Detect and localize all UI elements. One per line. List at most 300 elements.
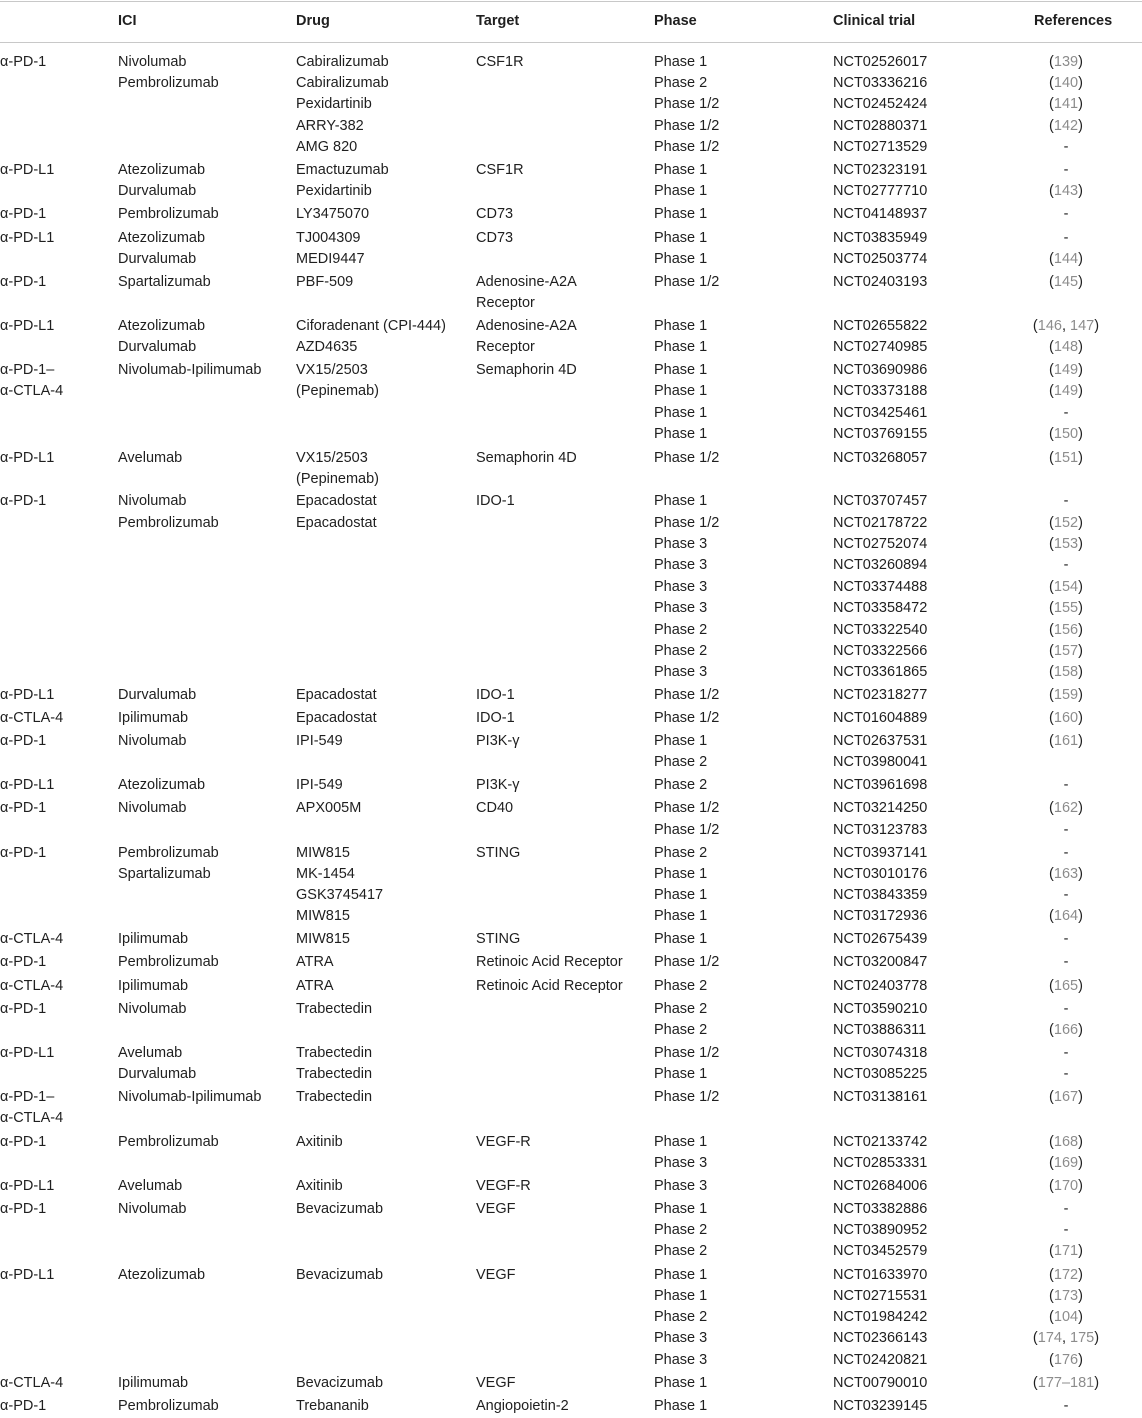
cell-clinical-trial: NCT03074318	[833, 1045, 928, 1061]
cell-references: -	[1063, 1045, 1069, 1061]
cell-target: IDO-1	[476, 687, 515, 703]
cell-references: (174, 175)	[1032, 1330, 1100, 1346]
cell-ici: Nivolumab-Ipilimumab	[118, 1089, 262, 1105]
reference-number: 169	[1053, 1155, 1079, 1171]
header-target: Target	[476, 13, 520, 29]
cell-phase: Phase 3	[654, 536, 708, 552]
cell-phase: Phase 1/2	[654, 954, 720, 970]
cell-phase: Phase 1	[654, 1398, 708, 1414]
cell-ici: Nivolumab	[118, 1001, 187, 1017]
cell-clinical-trial: NCT03890952	[833, 1222, 928, 1238]
cell-phase: Phase 1/2	[654, 515, 720, 531]
reference-number: 143	[1053, 183, 1079, 199]
cell-clinical-trial: NCT02503774	[833, 251, 928, 267]
cell-drug: MIW815	[296, 908, 350, 924]
cell-clinical-trial: NCT03590210	[833, 1001, 928, 1017]
cell-drug: Trabectedin	[296, 1001, 373, 1017]
cell-clinical-trial: NCT02178722	[833, 515, 928, 531]
cell-drug: Epacadostat	[296, 493, 377, 509]
reference-number: 165	[1053, 978, 1079, 994]
cell-phase: Phase 3	[654, 1330, 708, 1346]
cell-references: -	[1063, 822, 1069, 838]
reference-number: 155	[1053, 600, 1079, 616]
cell-drug: Cabiralizumab	[296, 54, 389, 70]
reference-number: 176	[1053, 1352, 1079, 1368]
cell-references: (144)	[1049, 251, 1083, 267]
cell-phase: Phase 1/2	[654, 800, 720, 816]
cell-ici: Pembrolizumab	[118, 954, 219, 970]
cell-drug: MIW815	[296, 931, 350, 947]
cell-ici: Durvalumab	[118, 251, 197, 267]
cell-phase: Phase 1	[654, 1201, 708, 1217]
cell-clinical-trial: NCT03769155	[833, 426, 928, 442]
cell-clinical-trial: NCT02675439	[833, 931, 928, 947]
cell-ici-class: α-PD-1	[0, 733, 47, 749]
cell-target: Angiopoietin-2	[476, 1398, 569, 1414]
cell-clinical-trial: NCT03373188	[833, 383, 928, 399]
cell-phase: Phase 1/2	[654, 1045, 720, 1061]
cell-references: (141)	[1049, 96, 1083, 112]
reference-number: 174	[1037, 1330, 1062, 1346]
cell-clinical-trial: NCT02133742	[833, 1134, 928, 1150]
cell-phase: Phase 2	[654, 1309, 708, 1325]
cell-clinical-trial: NCT01604889	[833, 710, 928, 726]
cell-references: -	[1063, 845, 1069, 861]
cell-clinical-trial: NCT02526017	[833, 54, 928, 70]
cell-phase: Phase 1/2	[654, 1089, 720, 1105]
cell-phase: Phase 1	[654, 426, 708, 442]
cell-ici-class: α-CTLA-4	[0, 978, 64, 994]
cell-drug: MEDI9447	[296, 251, 365, 267]
reference-number: 149	[1053, 383, 1079, 399]
cell-phase: Phase 3	[654, 557, 708, 573]
cell-ici: Pembrolizumab	[118, 206, 219, 222]
reference-number: 156	[1053, 622, 1079, 638]
reference-number: 104	[1053, 1309, 1079, 1325]
cell-target: CD73	[476, 206, 514, 222]
header-references: References	[1034, 13, 1113, 29]
cell-ici: Avelumab	[118, 1045, 183, 1061]
cell-ici: Ipilimumab	[118, 710, 189, 726]
cell-clinical-trial: NCT01633970	[833, 1267, 928, 1283]
cell-references: (153)	[1049, 536, 1083, 552]
reference-number: 144	[1053, 251, 1079, 267]
cell-clinical-trial: NCT03452579	[833, 1243, 928, 1259]
cell-drug: AMG 820	[296, 139, 358, 155]
cell-drug: IPI-549	[296, 733, 343, 749]
cell-ici-class: α-PD-L1	[0, 1045, 55, 1061]
cell-references: (169)	[1049, 1155, 1083, 1171]
reference-number: 170	[1053, 1178, 1079, 1194]
cell-references: (139)	[1049, 54, 1083, 70]
cell-clinical-trial: NCT03707457	[833, 493, 928, 509]
cell-ici: Atezolizumab	[118, 162, 206, 178]
cell-phase: Phase 3	[654, 579, 708, 595]
cell-clinical-trial: NCT03843359	[833, 887, 928, 903]
cell-references: (157)	[1049, 643, 1083, 659]
cell-phase: Phase 2	[654, 622, 708, 638]
cell-ici-class: α-CTLA-4	[0, 1110, 64, 1126]
cell-phase: Phase 1	[654, 931, 708, 947]
cell-references: (151)	[1049, 450, 1083, 466]
cell-clinical-trial: NCT03214250	[833, 800, 928, 816]
cell-phase: Phase 1/2	[654, 139, 720, 155]
cell-ici: Atezolizumab	[118, 318, 206, 334]
cell-phase: Phase 1	[654, 1267, 708, 1283]
cell-phase: Phase 1	[654, 1134, 708, 1150]
cell-ici: Durvalumab	[118, 1066, 197, 1082]
cell-target: Retinoic Acid Receptor	[476, 954, 623, 970]
cell-references: (158)	[1049, 664, 1083, 680]
cell-phase: Phase 1	[654, 733, 708, 749]
cell-target: CD73	[476, 230, 514, 246]
reference-number: 164	[1053, 908, 1079, 924]
cell-ici-class: α-PD-1–	[0, 362, 55, 378]
cell-drug: Ciforadenant (CPI-444)	[296, 318, 446, 334]
cell-references: (161)	[1049, 733, 1083, 749]
cell-clinical-trial: NCT03835949	[833, 230, 928, 246]
cell-ici: Nivolumab	[118, 800, 187, 816]
cell-clinical-trial: NCT02713529	[833, 139, 928, 155]
cell-drug: Epacadostat	[296, 515, 377, 531]
cell-clinical-trial: NCT02403778	[833, 978, 928, 994]
cell-phase: Phase 1	[654, 251, 708, 267]
cell-drug: Trabectedin	[296, 1066, 373, 1082]
cell-clinical-trial: NCT03358472	[833, 600, 928, 616]
cell-phase: Phase 1	[654, 887, 708, 903]
cell-clinical-trial: NCT03138161	[833, 1089, 928, 1105]
cell-references: -	[1063, 230, 1069, 246]
cell-references: -	[1063, 931, 1069, 947]
cell-drug: (Pepinemab)	[296, 471, 380, 487]
cell-ici-class: α-PD-1	[0, 54, 47, 70]
cell-references: (152)	[1049, 515, 1083, 531]
cell-phase: Phase 1	[654, 230, 708, 246]
cell-phase: Phase 2	[654, 643, 708, 659]
cell-references: (170)	[1049, 1178, 1083, 1194]
cell-ici: Nivolumab	[118, 1201, 187, 1217]
cell-clinical-trial: NCT02637531	[833, 733, 928, 749]
cell-references: (149)	[1049, 362, 1083, 378]
header-ici: ICI	[118, 13, 137, 29]
header-clinical-trial: Clinical trial	[833, 13, 916, 29]
cell-drug: MIW815	[296, 845, 350, 861]
reference-number: 158	[1053, 664, 1079, 680]
cell-references: -	[1063, 139, 1069, 155]
cell-ici: Nivolumab	[118, 733, 187, 749]
cell-target: IDO-1	[476, 493, 515, 509]
cell-clinical-trial: NCT03425461	[833, 405, 928, 421]
cell-ici: Pembrolizumab	[118, 515, 219, 531]
cell-phase: Phase 1	[654, 1288, 708, 1304]
cell-references: (176)	[1049, 1352, 1083, 1368]
cell-clinical-trial: NCT03123783	[833, 822, 928, 838]
cell-clinical-trial: NCT03336216	[833, 75, 928, 91]
cell-phase: Phase 1	[654, 866, 708, 882]
reference-number: 147	[1070, 318, 1095, 334]
cell-clinical-trial: NCT02318277	[833, 687, 928, 703]
cell-phase: Phase 1	[654, 1066, 708, 1082]
cell-drug: Epacadostat	[296, 710, 377, 726]
cell-target: Adenosine-A2A	[476, 318, 577, 334]
cell-references: (171)	[1049, 1243, 1083, 1259]
table-header-rule	[0, 42, 1142, 43]
cell-phase: Phase 1	[654, 206, 708, 222]
cell-ici: Pembrolizumab	[118, 1134, 219, 1150]
cell-clinical-trial: NCT04148937	[833, 206, 928, 222]
reference-number: 167	[1053, 1089, 1079, 1105]
cell-drug: Trabectedin	[296, 1045, 373, 1061]
cell-ici: Spartalizumab	[118, 866, 211, 882]
cell-phase: Phase 2	[654, 1022, 708, 1038]
cell-references: -	[1063, 1201, 1069, 1217]
cell-references: (164)	[1049, 908, 1083, 924]
cell-clinical-trial: NCT02740985	[833, 339, 928, 355]
cell-references: -	[1063, 777, 1069, 793]
reference-number: 172	[1053, 1267, 1079, 1283]
cell-ici: Pembrolizumab	[118, 75, 219, 91]
cell-references: (166)	[1049, 1022, 1083, 1038]
cell-ici-class: α-PD-L1	[0, 318, 55, 334]
cell-drug: GSK3745417	[296, 887, 384, 903]
cell-drug: Bevacizumab	[296, 1267, 384, 1283]
reference-number: 175	[1070, 1330, 1095, 1346]
cell-clinical-trial: NCT02684006	[833, 1178, 928, 1194]
cell-clinical-trial: NCT03980041	[833, 754, 928, 770]
cell-ici: Ipilimumab	[118, 1375, 189, 1391]
cell-clinical-trial: NCT03239145	[833, 1398, 928, 1414]
cell-ici: Pembrolizumab	[118, 1398, 219, 1414]
cell-ici-class: α-PD-1	[0, 206, 47, 222]
cell-target: STING	[476, 931, 521, 947]
reference-number: 162	[1053, 800, 1079, 816]
cell-references: -	[1063, 1001, 1069, 1017]
cell-clinical-trial: NCT03961698	[833, 777, 928, 793]
cell-ici: Nivolumab	[118, 493, 187, 509]
cell-ici-class: α-PD-1	[0, 1201, 47, 1217]
cell-target: IDO-1	[476, 710, 515, 726]
cell-target: Adenosine-A2A	[476, 274, 577, 290]
cell-target: Semaphorin 4D	[476, 450, 577, 466]
cell-drug: APX005M	[296, 800, 362, 816]
cell-clinical-trial: NCT03172936	[833, 908, 928, 924]
cell-drug: MK-1454	[296, 866, 355, 882]
cell-ici-class: α-PD-1	[0, 954, 47, 970]
cell-phase: Phase 1/2	[654, 118, 720, 134]
cell-phase: Phase 2	[654, 1222, 708, 1238]
cell-target: VEGF	[476, 1375, 516, 1391]
cell-references: -	[1063, 206, 1069, 222]
cell-ici-class: α-PD-L1	[0, 162, 55, 178]
cell-phase: Phase 3	[654, 600, 708, 616]
cell-clinical-trial: NCT03937141	[833, 845, 928, 861]
cell-ici-class: α-CTLA-4	[0, 383, 64, 399]
cell-phase: Phase 3	[654, 1155, 708, 1171]
cell-clinical-trial: NCT03200847	[833, 954, 928, 970]
header-drug: Drug	[296, 13, 330, 29]
cell-clinical-trial: NCT03010176	[833, 866, 928, 882]
cell-clinical-trial: NCT03382886	[833, 1201, 928, 1217]
cell-ici-class: α-PD-1	[0, 493, 47, 509]
cell-ici-class: α-PD-L1	[0, 230, 55, 246]
reference-number: 139	[1053, 54, 1079, 70]
table-top-rule	[0, 1, 1142, 2]
cell-target: VEGF	[476, 1201, 516, 1217]
cell-target: VEGF-R	[476, 1178, 531, 1194]
cell-ici-class: α-CTLA-4	[0, 1375, 64, 1391]
cell-target: CSF1R	[476, 54, 524, 70]
cell-references: (156)	[1049, 622, 1083, 638]
cell-phase: Phase 1/2	[654, 822, 720, 838]
cell-references: (143)	[1049, 183, 1083, 199]
cell-clinical-trial: NCT03085225	[833, 1066, 928, 1082]
cell-drug: ATRA	[296, 978, 334, 994]
cell-ici: Atezolizumab	[118, 1267, 206, 1283]
cell-drug: VX15/2503	[296, 450, 368, 466]
cell-ici: Nivolumab-Ipilimumab	[118, 362, 262, 378]
cell-phase: Phase 1/2	[654, 274, 720, 290]
cell-phase: Phase 2	[654, 845, 708, 861]
cell-clinical-trial: NCT02403193	[833, 274, 928, 290]
cell-ici-class: α-PD-1–	[0, 1089, 55, 1105]
cell-clinical-trial: NCT03322540	[833, 622, 928, 638]
cell-references: -	[1063, 405, 1069, 421]
cell-references: (148)	[1049, 339, 1083, 355]
cell-references: -	[1063, 887, 1069, 903]
cell-drug: Pexidartinib	[296, 96, 372, 112]
cell-references: (159)	[1049, 687, 1083, 703]
cell-phase: Phase 2	[654, 754, 708, 770]
cell-phase: Phase 1	[654, 362, 708, 378]
cell-phase: Phase 1	[654, 405, 708, 421]
cell-references: -	[1063, 1398, 1069, 1414]
cell-ici-class: α-PD-1	[0, 845, 47, 861]
cell-target: STING	[476, 845, 521, 861]
reference-number: 149	[1053, 362, 1079, 378]
reference-number: 153	[1053, 536, 1079, 552]
cell-phase: Phase 2	[654, 1001, 708, 1017]
cell-drug: ATRA	[296, 954, 334, 970]
cell-clinical-trial: NCT03886311	[833, 1022, 927, 1038]
cell-references: (163)	[1049, 866, 1083, 882]
cell-phase: Phase 2	[654, 978, 708, 994]
cell-references: (149)	[1049, 383, 1083, 399]
cell-drug: Trebananib	[296, 1398, 369, 1414]
cell-target: Retinoic Acid Receptor	[476, 978, 623, 994]
cell-ici-class: α-CTLA-4	[0, 710, 64, 726]
cell-phase: Phase 2	[654, 75, 708, 91]
cell-clinical-trial: NCT02752074	[833, 536, 928, 552]
cell-ici-class: α-PD-1	[0, 1134, 47, 1150]
reference-number: 160	[1053, 710, 1079, 726]
cell-ici-class: α-PD-L1	[0, 687, 55, 703]
cell-ici: Ipilimumab	[118, 978, 189, 994]
reference-number: 171	[1053, 1243, 1079, 1259]
cell-drug: Pexidartinib	[296, 183, 372, 199]
cell-drug: AZD4635	[296, 339, 358, 355]
cell-target: Semaphorin 4D	[476, 362, 577, 378]
cell-target: PI3K-γ	[476, 777, 520, 793]
cell-phase: Phase 1	[654, 493, 708, 509]
reference-number: 146	[1037, 318, 1062, 334]
reference-number: 154	[1053, 579, 1079, 595]
cell-references: (162)	[1049, 800, 1083, 816]
cell-clinical-trial: NCT03260894	[833, 557, 928, 573]
reference-number: 150	[1053, 426, 1079, 442]
reference-number: 168	[1053, 1134, 1079, 1150]
cell-clinical-trial: NCT02366143	[833, 1330, 928, 1346]
reference-number: 151	[1053, 450, 1079, 466]
cell-drug: TJ004309	[296, 230, 361, 246]
cell-phase: Phase 3	[654, 664, 708, 680]
cell-references: (168)	[1049, 1134, 1083, 1150]
cell-phase: Phase 1/2	[654, 687, 720, 703]
cell-clinical-trial: NCT02452424	[833, 96, 928, 112]
cell-references: (165)	[1049, 978, 1083, 994]
cell-phase: Phase 1	[654, 339, 708, 355]
cell-drug: Epacadostat	[296, 687, 377, 703]
cell-target: CD40	[476, 800, 514, 816]
cell-references: (155)	[1049, 600, 1083, 616]
cell-ici-class: α-PD-1	[0, 274, 47, 290]
reference-number: 141	[1053, 96, 1079, 112]
cell-clinical-trial: NCT02853331	[833, 1155, 928, 1171]
cell-phase: Phase 3	[654, 1352, 708, 1368]
cell-clinical-trial: NCT03268057	[833, 450, 928, 466]
cell-target: VEGF-R	[476, 1134, 531, 1150]
cell-ici: Pembrolizumab	[118, 845, 219, 861]
cell-phase: Phase 1/2	[654, 450, 720, 466]
reference-number: 159	[1053, 687, 1079, 703]
cell-drug: Emactuzumab	[296, 162, 389, 178]
cell-references: (140)	[1049, 75, 1083, 91]
cell-references: -	[1063, 162, 1069, 178]
reference-number: 148	[1053, 339, 1079, 355]
cell-references: (145)	[1049, 274, 1083, 290]
cell-target: Receptor	[476, 339, 535, 355]
cell-ici-class: α-PD-L1	[0, 1267, 55, 1283]
cell-ici-class: α-PD-1	[0, 800, 47, 816]
cell-drug: Trabectedin	[296, 1089, 373, 1105]
cell-phase: Phase 1/2	[654, 96, 720, 112]
cell-references: (172)	[1049, 1267, 1083, 1283]
cell-ici: Ipilimumab	[118, 931, 189, 947]
cell-ici: Durvalumab	[118, 183, 197, 199]
cell-references: -	[1063, 557, 1069, 573]
cell-phase: Phase 2	[654, 1243, 708, 1259]
cell-references: (150)	[1049, 426, 1083, 442]
cell-phase: Phase 1	[654, 1375, 708, 1391]
cell-references: -	[1063, 1066, 1069, 1082]
cell-ici-class: α-PD-1	[0, 1398, 47, 1414]
reference-number: 163	[1053, 866, 1079, 882]
reference-number: 166	[1053, 1022, 1079, 1038]
reference-number: 145	[1053, 274, 1079, 290]
reference-number: 140	[1053, 75, 1079, 91]
cell-drug: Axitinib	[296, 1134, 343, 1150]
cell-phase: Phase 1	[654, 908, 708, 924]
cell-drug: Bevacizumab	[296, 1375, 384, 1391]
cell-ici: Avelumab	[118, 450, 183, 466]
reference-number: 142	[1053, 118, 1079, 134]
cell-ici: Avelumab	[118, 1178, 183, 1194]
cell-ici: Nivolumab	[118, 54, 187, 70]
reference-number: 152	[1053, 515, 1079, 531]
cell-target: CSF1R	[476, 162, 524, 178]
cell-references: -	[1063, 954, 1069, 970]
cell-clinical-trial: NCT02880371	[833, 118, 928, 134]
header-phase: Phase	[654, 13, 697, 29]
